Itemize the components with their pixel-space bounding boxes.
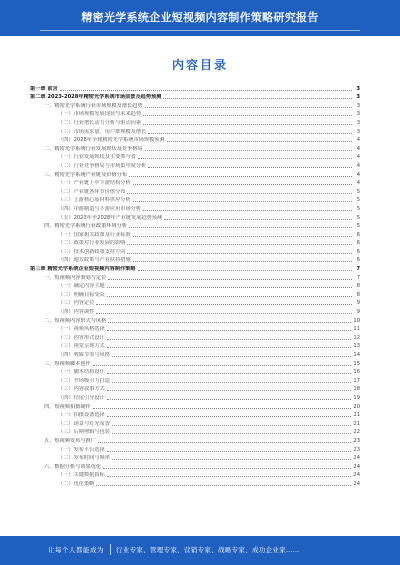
toc-entry-page: 10 [353, 317, 360, 324]
toc-entry[interactable] [30, 289, 360, 298]
toc-entry-page: 4 [356, 137, 360, 144]
toc-entry-title: （三）视觉呈现方式 [58, 343, 105, 350]
toc-entry-title: （二）行业竞争格局与市场集中度分析 [58, 162, 147, 169]
toc-leader-dots [133, 180, 352, 185]
toc-entry-title: （四）2028年全球精密光学系统市场规模预测 [58, 137, 165, 144]
toc-leader-dots [107, 472, 352, 477]
toc-entry-page: 3 [356, 128, 360, 135]
toc-leader-dots [138, 154, 352, 159]
page-header [0, 0, 400, 36]
toc-entry-title: （二）产业链各环节价值分布 [58, 188, 126, 195]
toc-leader-dots [107, 326, 352, 331]
toc-leader-dots [93, 361, 352, 366]
toc-entry-page: 3 [356, 102, 360, 109]
toc-leader-dots [60, 86, 352, 91]
toc-heading: 内容目录 [171, 58, 228, 72]
toc-entry[interactable] [30, 109, 360, 118]
toc-entry-title: （一）拍摄设备选择 [58, 412, 105, 419]
toc-entry-page: 24 [353, 455, 360, 462]
toc-leader-dots [145, 103, 352, 108]
toc-entry[interactable] [30, 298, 360, 307]
toc-entry-title: （三）后期剪辑与包装 [58, 429, 110, 436]
toc-entry-title: （三）技术创新政策支持方向 [58, 248, 126, 255]
toc-entry-page: 11 [353, 326, 360, 333]
toc-entry-title: 四、短视频拍摄制作 [44, 403, 91, 410]
toc-entry[interactable] [30, 212, 360, 221]
toc-entry-page: 16 [353, 369, 360, 376]
toc-entry-page: 4 [356, 145, 360, 152]
footer-roles: 行业专家、管理专家、营销专家、战略专家、成功企业家…… [116, 546, 300, 554]
toc-leader-dots [143, 111, 352, 116]
toc-entry-title: （二）发布时间与频率 [58, 455, 110, 462]
toc-leader-dots [163, 94, 352, 99]
toc-entry[interactable] [30, 178, 360, 187]
toc-entry-title: 一、短视频内容策划与定位 [44, 274, 107, 281]
toc-entry-title: （四）剪辑节奏与风格 [58, 352, 110, 358]
toc-entry-title: （二）行业增长动力分析与驱动因素 [58, 119, 142, 126]
toc-leader-dots [98, 438, 352, 443]
toc-entry-title: 一、精密光学系统行业市场规模及增长趋势 [44, 102, 143, 109]
toc-entry[interactable] [30, 324, 360, 333]
toc-leader-dots [103, 464, 351, 469]
toc-entry[interactable] [30, 263, 360, 272]
toc-leader-dots [96, 300, 352, 305]
toc-entry-page: 9 [356, 300, 360, 307]
toc-entry-page: 3 [356, 119, 360, 126]
toc-entry[interactable] [30, 470, 360, 479]
toc-entry-page: 17 [353, 377, 360, 384]
toc-entry-title: 五、短视频发布与推广 [44, 437, 96, 444]
toc-entry[interactable] [30, 358, 360, 367]
toc-entry-title: （一）视频风格选择 [58, 326, 105, 333]
toc-entry-page: 4 [356, 162, 360, 169]
toc-entry[interactable] [30, 367, 360, 376]
toc-entry[interactable] [30, 143, 360, 152]
toc-leader-dots [143, 206, 352, 211]
toc-entry-page: 21 [353, 420, 360, 427]
toc-entry[interactable] [30, 83, 360, 92]
toc-leader-dots [107, 369, 352, 374]
table-of-contents [30, 83, 360, 487]
toc-entry-title: 三、精密光学系统产业链及价值分布 [44, 171, 128, 178]
toc-entry[interactable] [30, 100, 360, 109]
toc-entry-title: （五）2023年至2028年产业链发展趋势预测 [58, 214, 163, 221]
toc-entry-page: 23 [353, 437, 360, 444]
toc-entry[interactable] [30, 272, 360, 281]
toc-entry-page: 5 [356, 205, 360, 212]
toc-leader-dots [108, 318, 351, 323]
toc-leader-dots [112, 455, 352, 460]
toc-entry-page: 13 [353, 343, 360, 350]
toc-leader-dots [107, 283, 352, 288]
toc-leader-dots [145, 146, 352, 151]
toc-leader-dots [96, 481, 351, 486]
toc-entry-title: （一）关键数据指标 [58, 472, 105, 479]
toc-leader-dots [148, 163, 352, 168]
toc-entry[interactable] [30, 281, 360, 290]
toc-leader-dots [112, 429, 352, 434]
toc-entry-page: 4 [356, 180, 360, 187]
toc-entry[interactable] [30, 246, 360, 255]
toc-leader-dots [107, 395, 352, 400]
toc-entry-page: 20 [353, 403, 360, 410]
header-rule [40, 30, 360, 31]
toc-entry-title: （三）上游核心原材料供应分析 [58, 197, 131, 204]
toc-leader-dots [107, 335, 352, 340]
toc-entry-title: （四）地方政策与产业扶持措施 [58, 257, 131, 264]
toc-entry-title: （四）结尾引导设计 [58, 394, 105, 401]
toc-entry[interactable] [30, 221, 360, 230]
toc-leader-dots [112, 421, 352, 426]
toc-leader-dots [96, 309, 352, 314]
toc-entry-page: 24 [353, 463, 360, 470]
toc-entry-page: 21 [353, 412, 360, 419]
toc-entry-page: 7 [356, 274, 360, 281]
toc-entry[interactable] [30, 461, 360, 470]
toc-leader-dots [107, 386, 352, 391]
toc-entry-page: 3 [356, 94, 360, 101]
report-title: 精密光学系统企业短视频内容制作策略研究报告 [81, 11, 319, 24]
toc-entry-title: （二）场景与灯光布置 [58, 420, 110, 427]
toc-entry-title: （三）市场需求量、用户群规模及增长 [58, 128, 147, 135]
toc-entry-title: （三）内容定位 [58, 300, 95, 307]
toc-entry-title: （一）国家相关政策及行业标准 [58, 231, 131, 238]
toc-entry-title: 四、精密光学系统行业政策环境分析 [44, 223, 128, 230]
toc-entry-title: （二）明确目标受众 [58, 291, 105, 298]
toc-entry[interactable] [30, 238, 360, 247]
toc-leader-dots [133, 232, 352, 237]
toc-entry-title: （三）内容叙事方式 [58, 386, 105, 393]
toc-entry-page: 5 [356, 223, 360, 230]
toc-entry-title: （一）确定内容主题 [58, 283, 105, 290]
toc-entry[interactable] [30, 418, 360, 427]
toc-entry-page: 4 [356, 154, 360, 161]
toc-entry[interactable] [30, 306, 360, 315]
toc-entry-title: 六、数据分析与效果优化 [44, 463, 102, 470]
toc-entry-title: （二）优化策略 [58, 480, 95, 487]
footer-slogan: 让每个人都能成为 [48, 546, 104, 554]
toc-entry[interactable] [30, 384, 360, 393]
toc-entry-title: （一）脚本结构设计 [58, 369, 105, 376]
toc-entry-title: 二、精密光学系统行业发展现状及竞争格局 [44, 145, 143, 152]
toc-leader-dots [148, 129, 352, 134]
toc-entry-page: 6 [356, 257, 360, 264]
toc-entry-page: 6 [356, 231, 360, 238]
toc-leader-dots [108, 275, 352, 280]
toc-leader-dots [167, 137, 352, 142]
toc-entry[interactable] [30, 427, 360, 436]
toc-leader-dots [164, 215, 352, 220]
toc-entry-page: 6 [356, 248, 360, 255]
toc-entry[interactable] [30, 478, 360, 487]
toc-entry-page: 15 [353, 360, 360, 367]
toc-entry-title: （二）内容形式设计 [58, 334, 105, 341]
toc-leader-dots [127, 240, 352, 245]
toc-entry[interactable] [30, 341, 360, 350]
toc-leader-dots [143, 120, 352, 125]
toc-entry-page: 5 [356, 214, 360, 221]
toc-entry-title: （一）发布平台选择 [58, 446, 105, 453]
toc-entry-page: 24 [353, 480, 360, 487]
toc-entry-page: 14 [353, 352, 360, 358]
toc-entry-page: 4 [356, 171, 360, 178]
toc-entry-page: 23 [353, 446, 360, 453]
toc-entry[interactable] [30, 186, 360, 195]
toc-entry-page: 5 [356, 188, 360, 195]
toc-entry-page: 6 [356, 240, 360, 247]
page-footer [0, 536, 400, 565]
toc-leader-dots [133, 257, 352, 262]
toc-entry-page: 3 [356, 111, 360, 118]
toc-entry[interactable] [30, 410, 360, 419]
toc-leader-dots [107, 447, 352, 452]
toc-leader-dots [129, 223, 352, 228]
toc-entry-page: 7 [356, 266, 360, 273]
toc-entry[interactable] [30, 375, 360, 384]
toc-entry[interactable] [30, 160, 360, 169]
toc-entry[interactable] [30, 152, 360, 161]
toc-leader-dots [93, 404, 352, 409]
toc-entry-title: （四）中游制造与下游应用市场分析 [58, 205, 142, 212]
toc-entry-title: （二）政策对行业发展的影响 [58, 240, 126, 247]
toc-entry-page: 12 [353, 334, 360, 341]
toc-entry-title: （一）行业发展现状及主要参与者 [58, 154, 136, 161]
toc-leader-dots [107, 343, 352, 348]
toc-entry-title: （一）市场规模发展现状与未来趋势 [58, 111, 142, 118]
toc-entry-page: 8 [356, 291, 360, 298]
toc-entry[interactable] [30, 169, 360, 178]
toc-entry[interactable] [30, 392, 360, 401]
toc-entry[interactable] [30, 349, 360, 358]
toc-entry-title: （一）产业链上中下游结构分析 [58, 180, 131, 187]
toc-entry[interactable] [30, 229, 360, 238]
toc-leader-dots [107, 292, 352, 297]
toc-entry[interactable] [30, 135, 360, 144]
toc-entry-page: 24 [353, 472, 360, 479]
toc-entry-title: 第三章 精密光学系统企业短视频内容制作策略 [30, 266, 136, 273]
toc-entry-title: 三、短视频脚本创作 [44, 360, 91, 367]
toc-entry-title: 第二章 2023-2028年精密光学系统市场前景及趋势预测 [30, 94, 162, 101]
toc-entry[interactable] [30, 92, 360, 101]
toc-entry[interactable] [30, 203, 360, 212]
toc-leader-dots [112, 378, 352, 383]
toc-entry-page: 5 [356, 197, 360, 204]
toc-entry-page: 18 [353, 386, 360, 393]
toc-entry-title: 第一章 前言 [30, 85, 58, 92]
toc-leader-dots [129, 172, 352, 177]
toc-leader-dots [107, 412, 352, 417]
toc-entry-page: 19 [353, 394, 360, 401]
toc-leader-dots [127, 249, 352, 254]
toc-entry[interactable] [30, 315, 360, 324]
footer-divider [110, 544, 111, 555]
toc-entry[interactable] [30, 435, 360, 444]
toc-entry[interactable] [30, 453, 360, 462]
toc-leader-dots [138, 266, 352, 271]
toc-entry[interactable] [30, 117, 360, 126]
toc-entry[interactable] [30, 255, 360, 264]
toc-leader-dots [133, 197, 352, 202]
toc-entry[interactable] [30, 401, 360, 410]
toc-entry-title: 二、短视频内容形式与风格 [44, 317, 107, 324]
toc-entry[interactable] [30, 195, 360, 204]
toc-leader-dots [127, 189, 352, 194]
toc-entry-page: 9 [356, 309, 360, 316]
toc-entry-page: 3 [356, 85, 360, 92]
toc-entry-title: （四）内容调性 [58, 309, 95, 316]
toc-entry[interactable] [30, 126, 360, 135]
toc-entry[interactable] [30, 444, 360, 453]
toc-entry-page: 22 [353, 429, 360, 436]
toc-entry-page: 8 [356, 283, 360, 290]
toc-entry-title: （二）开场吸引力打造 [58, 377, 110, 384]
toc-leader-dots [112, 352, 352, 357]
toc-entry[interactable] [30, 332, 360, 341]
